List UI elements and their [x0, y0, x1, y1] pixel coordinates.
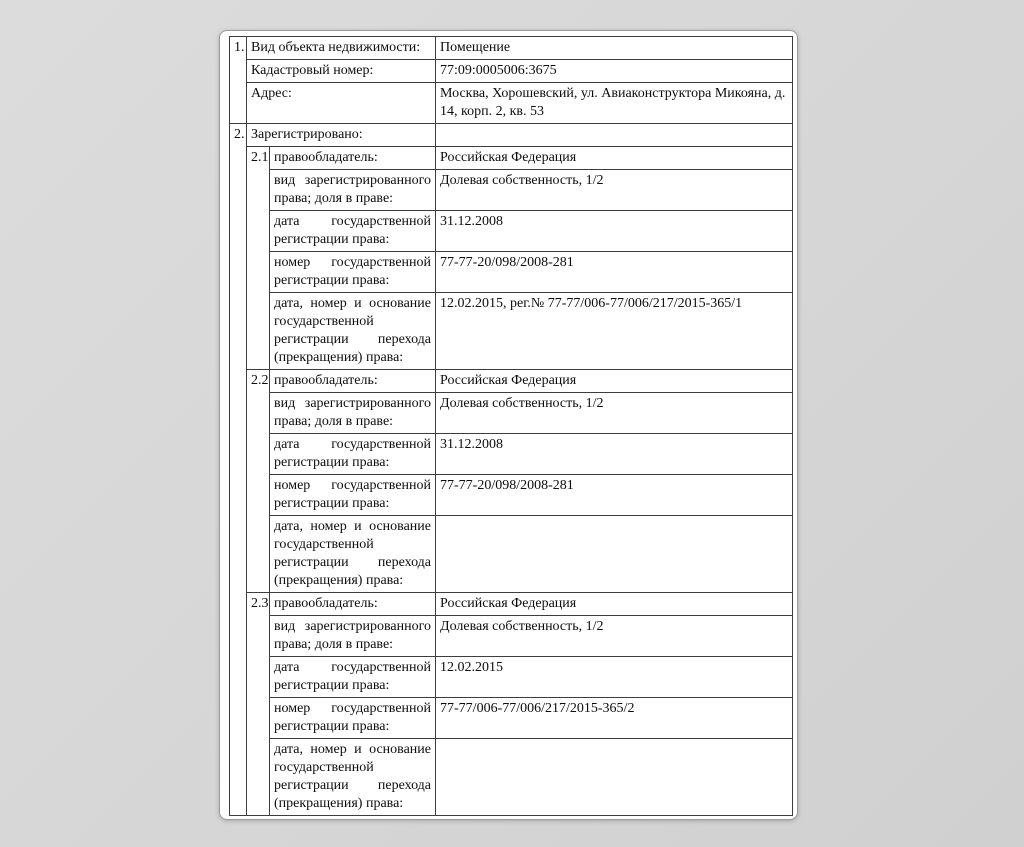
- table-row: [230, 593, 793, 616]
- field-value: Москва, Хорошевский, ул. Авиаконструктора Микояна, д. 14, корп. 2, кв. 53: [436, 83, 793, 124]
- table-row: [230, 434, 793, 475]
- field-value: [436, 516, 793, 593]
- field-label: номер государственной регистрации права:: [270, 475, 436, 516]
- field-value: [436, 739, 793, 816]
- field-value: 31.12.2008: [436, 211, 793, 252]
- field-value: [436, 124, 793, 147]
- field-label: дата государственной регистрации права:: [270, 434, 436, 475]
- field-value: 77-77/006-77/006/217/2015-365/2: [436, 698, 793, 739]
- section-title: Зарегистрировано:: [247, 124, 436, 147]
- table-row: [230, 83, 793, 124]
- field-value: Долевая собственность, 1/2: [436, 393, 793, 434]
- table-row: [230, 616, 793, 657]
- section-number: 2.: [230, 124, 247, 816]
- field-value: 12.02.2015: [436, 657, 793, 698]
- field-value: 31.12.2008: [436, 434, 793, 475]
- field-label: вид зарегистрированного права; доля в праве:: [270, 616, 436, 657]
- subsection-number: 2.2: [247, 370, 270, 593]
- field-label: вид зарегистрированного права; доля в праве:: [270, 170, 436, 211]
- field-label: Адрес:: [247, 83, 436, 124]
- field-label: дата, номер и основание государственной регистрации перехода (прекращения) права:: [270, 293, 436, 370]
- section-number: 1.: [230, 37, 247, 124]
- table-row: [230, 147, 793, 170]
- field-label: вид зарегистрированного права; доля в праве:: [270, 393, 436, 434]
- table-row: [230, 252, 793, 293]
- table-row: [230, 37, 793, 60]
- field-label: Кадастровый номер:: [247, 60, 436, 83]
- table-row: [230, 370, 793, 393]
- field-label: дата, номер и основание государственной регистрации перехода (прекращения) права:: [270, 516, 436, 593]
- field-label: правообладатель:: [270, 147, 436, 170]
- field-label: дата, номер и основание государственной регистрации перехода (прекращения) права:: [270, 739, 436, 816]
- table-row: [230, 124, 793, 147]
- field-label: дата государственной регистрации права:: [270, 657, 436, 698]
- table-row: [230, 170, 793, 211]
- table-row: [230, 657, 793, 698]
- table-row: [230, 475, 793, 516]
- subsection-number: 2.3: [247, 593, 270, 816]
- table-row: [230, 516, 793, 593]
- table-row: [230, 293, 793, 370]
- field-value: Российская Федерация: [436, 147, 793, 170]
- table-row: [230, 739, 793, 816]
- field-label: номер государственной регистрации права:: [270, 252, 436, 293]
- field-value: 77-77-20/098/2008-281: [436, 475, 793, 516]
- table-row: [230, 60, 793, 83]
- field-value: Российская Федерация: [436, 593, 793, 616]
- field-value: 77:09:0005006:3675: [436, 60, 793, 83]
- field-label: номер государственной регистрации права:: [270, 698, 436, 739]
- table-row: [230, 211, 793, 252]
- field-label: правообладатель:: [270, 370, 436, 393]
- field-label: дата государственной регистрации права:: [270, 211, 436, 252]
- field-value: 77-77-20/098/2008-281: [436, 252, 793, 293]
- subsection-number: 2.1: [247, 147, 270, 370]
- field-value: 12.02.2015, рег.№ 77-77/006-77/006/217/2015-365/1: [436, 293, 793, 370]
- field-label: правообладатель:: [270, 593, 436, 616]
- document-card: [219, 30, 798, 820]
- field-value: Помещение: [436, 37, 793, 60]
- table-row: [230, 698, 793, 739]
- field-value: Долевая собственность, 1/2: [436, 170, 793, 211]
- field-value: Долевая собственность, 1/2: [436, 616, 793, 657]
- property-registry-table: [229, 36, 793, 816]
- field-label: Вид объекта недвижимости:: [247, 37, 436, 60]
- field-value: Российская Федерация: [436, 370, 793, 393]
- table-row: [230, 393, 793, 434]
